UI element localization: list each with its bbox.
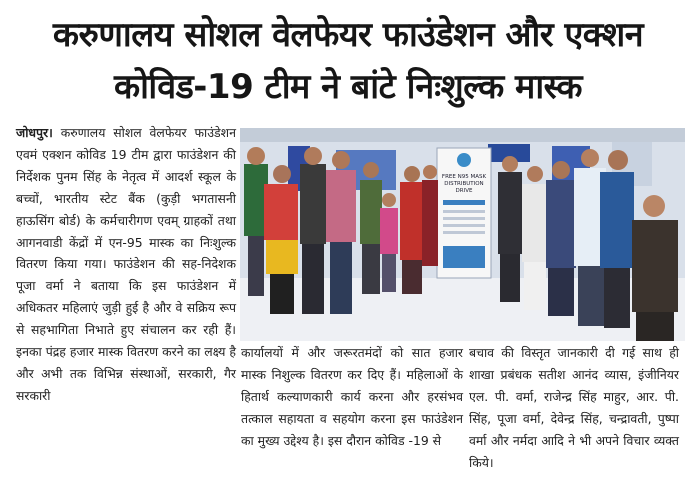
banner-line-2: DISTRIBUTION — [444, 181, 484, 187]
banner-standee — [437, 148, 491, 278]
article-column-2 — [241, 342, 463, 452]
headline-line-2: कोविड-19 टीम ने बांटे निःशुल्क मास्क — [113, 67, 582, 107]
article-text-col2: कार्यालयों में और जरूरतमंदों को सात हजार मास्क निशुल्क वितरण कर दिए हैं। महिलाओं के हितार्थ कल्याणकारी कार्य करना और हरसंभव तत्काल सहायता व सहयोग करना इस फाउंडेशन का मुख्य उद्देश्य है। इस दौरान कोविड -19 से — [241, 345, 463, 448]
dateline: जोधपुर। — [16, 125, 53, 140]
banner-line-3: DRIVE — [455, 188, 473, 194]
article-column-1 — [16, 122, 236, 407]
news-photo — [240, 128, 685, 341]
article-text-col3: बचाव की विस्तृत जानकारी दी गई साथ ही शाखा प्रबंधक सतीश आनंद व्यास, इंजीनियर एल. पी. वर्मा, राजेन्द्र सिंह माहुर, आर. पी. सिंह, पूजा वर्मा, देवेन्द्र सिंह, चन्द्रावती, पुष्पा वर्मा और नर्मदा आदि ने भी अपने विचार व्यक्त किये। — [469, 345, 679, 470]
article-text-col1: करुणालय सोशल वेलफेयर फाउंडेशन एवमं एक्शन कोविड 19 टीम द्वारा फाउंडेशन की निर्देशक पुनम सिंह के नेतृत्व में आदर्श स्कूल के बच्चों, भारतीय स्टेट बैंक (कुड़ी भगतासनी हाऊसिंग बोर्ड) के कर्मचारीगण एवम् ग्राहकों तथा आगनवाडी केंद्रों में एन-95 मास्क का निःशुल्क वितरण किया गया। फाउंडेशन की सह-निदेशक पूजा वर्मा ने बताया कि इस फाउंडेशन में अधिकतर महिलाएं जुड़ी हुई है और वे सक्रिय रूप से सहभागिता निभाते हुए संचालन कर रही हैं। इनका पंद्रह हजार मास्क वितरण करने का लक्ष्य है और अभी तक विभिन्न संस्थाओं, सरकारी, गैर सरकारी — [16, 125, 236, 403]
article-column-3 — [469, 342, 679, 473]
headline-line-1: करुणालय सोशल वेलफेयर फाउंडेशन और एक्शन — [52, 15, 644, 55]
banner-line-1: FREE N95 MASK — [441, 174, 487, 180]
